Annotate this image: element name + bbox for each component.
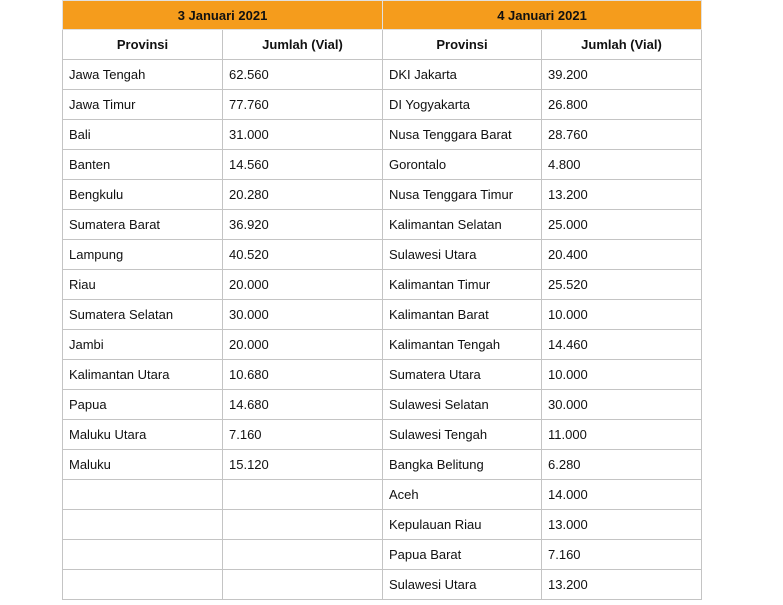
left-jumlah-cell — [223, 480, 383, 510]
right-jumlah-cell: 14.000 — [542, 480, 702, 510]
column-header-jumlah-right: Jumlah (Vial) — [542, 30, 702, 60]
left-provinsi-cell: Maluku Utara — [63, 420, 223, 450]
table-row — [63, 330, 702, 360]
right-provinsi-cell: Bangka Belitung — [383, 450, 542, 480]
right-provinsi-cell: Kalimantan Selatan — [383, 210, 542, 240]
date-header-right: 4 Januari 2021 — [383, 1, 702, 30]
table-row — [63, 60, 702, 90]
table-row — [63, 150, 702, 180]
right-provinsi-cell: Kepulauan Riau — [383, 510, 542, 540]
left-jumlah-cell: 20.280 — [223, 180, 383, 210]
left-provinsi-cell: Riau — [63, 270, 223, 300]
right-jumlah-cell: 13.200 — [542, 570, 702, 600]
right-provinsi-cell: Aceh — [383, 480, 542, 510]
left-provinsi-cell: Bali — [63, 120, 223, 150]
left-provinsi-cell: Papua — [63, 390, 223, 420]
left-jumlah-cell: 14.680 — [223, 390, 383, 420]
right-provinsi-cell: Kalimantan Barat — [383, 300, 542, 330]
table-row — [63, 300, 702, 330]
table-row — [63, 510, 702, 540]
left-jumlah-cell: 7.160 — [223, 420, 383, 450]
left-provinsi-cell: Bengkulu — [63, 180, 223, 210]
table-row — [63, 390, 702, 420]
table-body — [63, 60, 702, 600]
date-header-left: 3 Januari 2021 — [63, 1, 383, 30]
left-jumlah-cell — [223, 570, 383, 600]
right-jumlah-cell: 30.000 — [542, 390, 702, 420]
right-jumlah-cell: 14.460 — [542, 330, 702, 360]
left-jumlah-cell: 30.000 — [223, 300, 383, 330]
table-row — [63, 120, 702, 150]
left-provinsi-cell — [63, 570, 223, 600]
right-provinsi-cell: Sulawesi Utara — [383, 240, 542, 270]
left-jumlah-cell: 36.920 — [223, 210, 383, 240]
table-row — [63, 180, 702, 210]
right-jumlah-cell: 13.000 — [542, 510, 702, 540]
right-jumlah-cell: 7.160 — [542, 540, 702, 570]
left-jumlah-cell: 15.120 — [223, 450, 383, 480]
right-jumlah-cell: 26.800 — [542, 90, 702, 120]
right-provinsi-cell: Sumatera Utara — [383, 360, 542, 390]
left-provinsi-cell: Kalimantan Utara — [63, 360, 223, 390]
right-provinsi-cell: Papua Barat — [383, 540, 542, 570]
table-row — [63, 450, 702, 480]
column-header-row — [63, 30, 702, 60]
left-jumlah-cell: 40.520 — [223, 240, 383, 270]
left-jumlah-cell: 20.000 — [223, 270, 383, 300]
left-provinsi-cell — [63, 540, 223, 570]
column-header-jumlah-left: Jumlah (Vial) — [223, 30, 383, 60]
right-provinsi-cell: DI Yogyakarta — [383, 90, 542, 120]
left-jumlah-cell: 31.000 — [223, 120, 383, 150]
table-row — [63, 270, 702, 300]
right-jumlah-cell: 10.000 — [542, 300, 702, 330]
right-provinsi-cell: Gorontalo — [383, 150, 542, 180]
left-provinsi-cell: Sumatera Selatan — [63, 300, 223, 330]
right-provinsi-cell: Nusa Tenggara Barat — [383, 120, 542, 150]
table-row — [63, 540, 702, 570]
date-header-row — [63, 1, 702, 30]
table-row — [63, 420, 702, 450]
left-jumlah-cell — [223, 510, 383, 540]
left-jumlah-cell: 10.680 — [223, 360, 383, 390]
right-provinsi-cell: Kalimantan Tengah — [383, 330, 542, 360]
right-jumlah-cell: 28.760 — [542, 120, 702, 150]
right-provinsi-cell: Sulawesi Selatan — [383, 390, 542, 420]
right-jumlah-cell: 10.000 — [542, 360, 702, 390]
vaccine-distribution-table — [62, 0, 702, 600]
left-jumlah-cell: 77.760 — [223, 90, 383, 120]
left-jumlah-cell: 20.000 — [223, 330, 383, 360]
right-provinsi-cell: Sulawesi Utara — [383, 570, 542, 600]
left-provinsi-cell: Jambi — [63, 330, 223, 360]
right-provinsi-cell: Kalimantan Timur — [383, 270, 542, 300]
left-provinsi-cell: Banten — [63, 150, 223, 180]
left-provinsi-cell: Sumatera Barat — [63, 210, 223, 240]
right-jumlah-cell: 4.800 — [542, 150, 702, 180]
left-jumlah-cell: 14.560 — [223, 150, 383, 180]
left-jumlah-cell — [223, 540, 383, 570]
right-jumlah-cell: 25.000 — [542, 210, 702, 240]
left-provinsi-cell: Jawa Timur — [63, 90, 223, 120]
table-row — [63, 360, 702, 390]
left-provinsi-cell: Jawa Tengah — [63, 60, 223, 90]
right-jumlah-cell: 13.200 — [542, 180, 702, 210]
table-row — [63, 570, 702, 600]
right-jumlah-cell: 25.520 — [542, 270, 702, 300]
left-provinsi-cell — [63, 510, 223, 540]
column-header-provinsi-left: Provinsi — [63, 30, 223, 60]
table-row — [63, 90, 702, 120]
right-jumlah-cell: 39.200 — [542, 60, 702, 90]
right-provinsi-cell: DKI Jakarta — [383, 60, 542, 90]
right-jumlah-cell: 6.280 — [542, 450, 702, 480]
table-row — [63, 240, 702, 270]
left-provinsi-cell: Maluku — [63, 450, 223, 480]
right-provinsi-cell: Sulawesi Tengah — [383, 420, 542, 450]
table-row — [63, 480, 702, 510]
left-provinsi-cell — [63, 480, 223, 510]
right-jumlah-cell: 20.400 — [542, 240, 702, 270]
left-jumlah-cell: 62.560 — [223, 60, 383, 90]
right-provinsi-cell: Nusa Tenggara Timur — [383, 180, 542, 210]
right-jumlah-cell: 11.000 — [542, 420, 702, 450]
table-row — [63, 210, 702, 240]
column-header-provinsi-right: Provinsi — [383, 30, 542, 60]
left-provinsi-cell: Lampung — [63, 240, 223, 270]
